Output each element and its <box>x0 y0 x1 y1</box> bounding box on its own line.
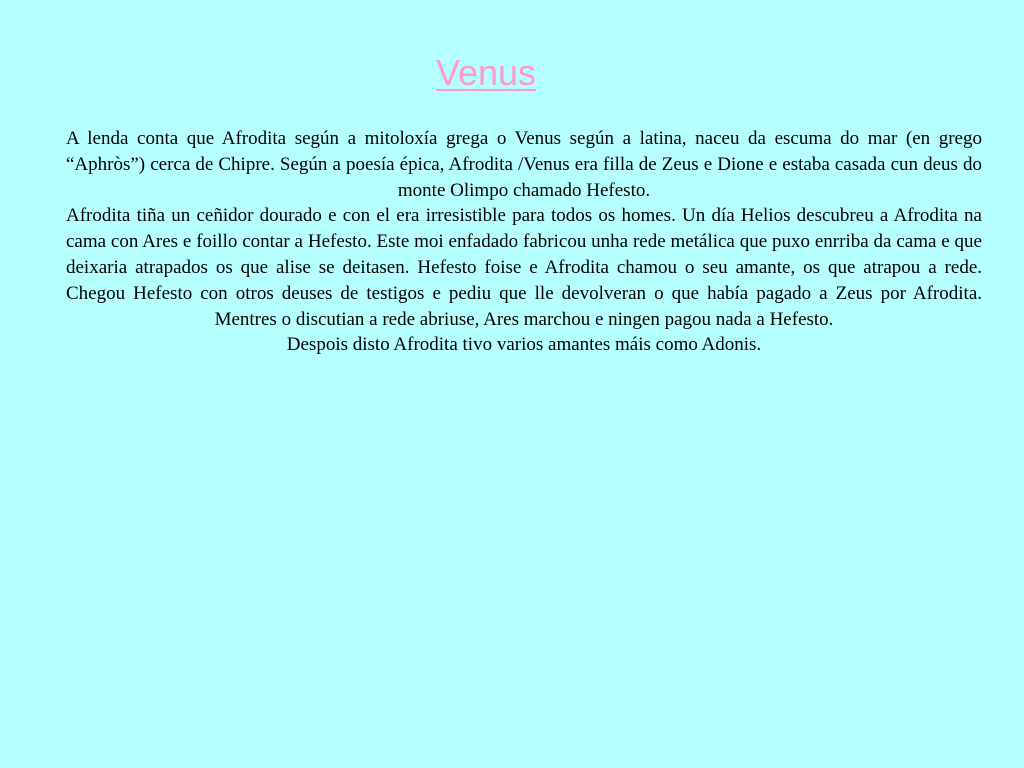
paragraph-origin: A lenda conta que Afrodita según a mitoloxía grega o Venus según a latina, naceu da escuma do mar (en grego “Aphròs”) cerca de Chipre. Según a poesía épica, Afrodita /Venus era filla de Zeus e Dione e estaba casada cun deus do monte Olimpo chamado Hefesto. <box>66 128 982 201</box>
paragraph-story: Afrodita tiña un ceñidor dourado e con el era irresistible para todos os homes. Un día Helios descubreu a Afrodita na cama con Ares e foillo contar a Hefesto. Este moi enfadado fabricou unha rede metálica que puxo enrriba da cama e que deixaria atrapados os que alise se deitasen. Hefesto foise e Afrodita chamou o seu amante, os que atrapou a rede. Chegou Hefesto con otros deuses de testigos e pediu que lle devolveran o que había pagado a Zeus por Afrodita. Mentres o discutian a rede abriuse, Ares marchou e ningen pagou nada a Hefesto. <box>66 205 982 330</box>
slide-body <box>66 126 982 358</box>
paragraph-ending: Despois disto Afrodita tivo varios amantes máis como Adonis. <box>286 334 762 356</box>
slide-title: Venus <box>435 52 537 93</box>
